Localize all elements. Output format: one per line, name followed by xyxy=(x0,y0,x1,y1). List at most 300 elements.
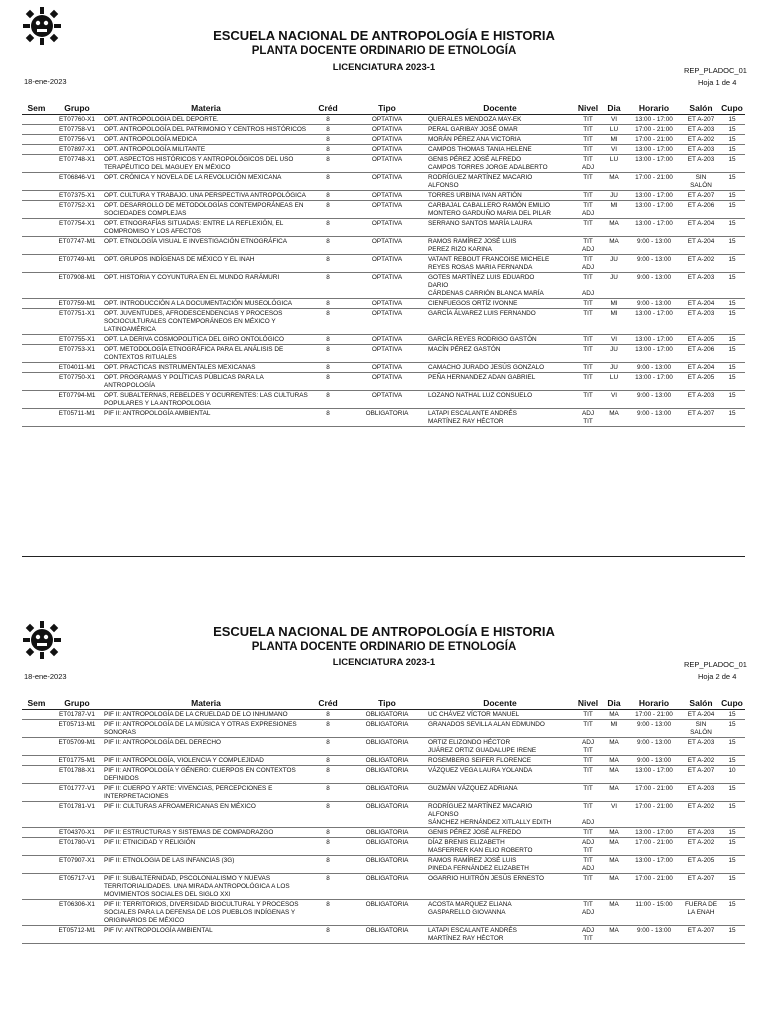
horario-cell: 9:00 - 13:00 xyxy=(636,238,672,245)
dia-cell: MA xyxy=(609,839,619,846)
cupo-cell: 15 xyxy=(728,202,736,209)
salon-cell: ET A-203 xyxy=(687,146,715,153)
horario-cell: 17:00 - 21:00 xyxy=(635,174,673,181)
nivel-cell: TIT xyxy=(583,785,593,792)
sem-cell xyxy=(22,766,51,784)
nivel-cell: ADJ TIT xyxy=(581,410,595,425)
horario-cell: 13:00 - 17:00 xyxy=(635,374,673,381)
docente-cell: LOZANO NATHAL LUZ CONSUELO xyxy=(428,392,533,399)
tipo-cell: OPTATIVA xyxy=(371,256,403,263)
cred-cell: 8 xyxy=(326,410,330,417)
salon-cell: ET A-203 xyxy=(687,126,715,133)
salon-cell: FUERA DE LA ENAH xyxy=(685,901,717,916)
sem-cell xyxy=(22,710,51,720)
grupo-cell: ET07794-M1 xyxy=(58,392,96,399)
tipo-cell: OPTATIVA xyxy=(371,336,403,343)
nivel-cell: ADJ TIT xyxy=(581,839,595,854)
docente-cell: GENIS PÉREZ JOSÉ ALFREDO CAMPOS TORRES JORGE ADALBERTO xyxy=(428,156,548,171)
column-header-cupo: Cupo xyxy=(721,102,743,113)
dia-cell: MI xyxy=(610,721,618,728)
materia-cell: OPT. JUVENTUDES, AFRODESCENDENCIAS Y PROCESOS SOCIOCULTURALES CONTEMPORÁNEOS EN MÉXICO Y LATINOAMÉRICA xyxy=(104,310,283,333)
docente-cell: GRANADOS SEVILLA ALAN EDMUNDO xyxy=(428,721,545,728)
materia-cell: PIF II: TERRITORIOS, DIVERSIDAD BIOCULTURAL Y PROCESOS SOCIALES PARA LA DEFENSA DE LOS PUEBLOS INDÍGENAS Y ORIGINARIOS DE MÉXICO xyxy=(104,901,299,924)
cupo-cell: 15 xyxy=(728,346,736,353)
table-row xyxy=(22,299,745,309)
cupo-cell: 15 xyxy=(728,256,736,263)
grupo-cell: ET07759-M1 xyxy=(58,300,96,307)
cred-cell: 8 xyxy=(326,116,330,123)
cupo-cell: 15 xyxy=(728,336,736,343)
cred-cell: 8 xyxy=(326,739,330,746)
table-row xyxy=(22,784,745,802)
cred-cell: 8 xyxy=(326,256,330,263)
cred-cell: 8 xyxy=(326,126,330,133)
dia-cell: MA xyxy=(609,711,619,718)
table-row xyxy=(22,391,745,409)
cred-cell: 8 xyxy=(326,174,330,181)
cupo-cell: 15 xyxy=(728,901,736,908)
cupo-cell: 15 xyxy=(728,839,736,846)
school-title: ESCUELA NACIONAL DE ANTROPOLOGÍA E HISTORIA xyxy=(213,28,555,43)
dia-cell: MA xyxy=(609,220,619,227)
cupo-cell: 15 xyxy=(728,126,736,133)
cred-cell: 8 xyxy=(326,238,330,245)
salon-cell: ET A-205 xyxy=(687,857,715,864)
docente-cell: CAMACHO JURADO JESÚS GONZALO xyxy=(428,364,545,371)
grupo-cell: ET01788-X1 xyxy=(59,767,95,774)
cred-cell: 8 xyxy=(326,901,330,908)
tipo-cell: OBLIGATORIA xyxy=(365,901,409,908)
grupo-cell: ET05709-M1 xyxy=(58,739,96,746)
tipo-cell: OBLIGATORIA xyxy=(365,711,409,718)
cred-cell: 8 xyxy=(326,310,330,317)
salon-cell: ET A-202 xyxy=(687,757,715,764)
tipo-cell: OBLIGATORIA xyxy=(365,803,409,810)
horario-cell: 9:00 - 13:00 xyxy=(636,410,672,417)
column-header-cupo: Cupo xyxy=(721,697,743,708)
sem-cell xyxy=(22,299,51,309)
docente-cell: OGARRIO HUITRÓN JESÚS ERNESTO xyxy=(428,875,544,882)
cupo-cell: 15 xyxy=(728,192,736,199)
salon-cell: SIN SALÓN xyxy=(690,721,712,736)
tipo-cell: OPTATIVA xyxy=(371,192,403,199)
salon-cell: ET A-206 xyxy=(687,202,715,209)
cupo-cell: 15 xyxy=(728,174,736,181)
docente-cell: VÁZQUEZ VEGA LAURA YOLANDA xyxy=(428,767,533,774)
sem-cell xyxy=(22,838,51,856)
materia-cell: PIF II: ANTROPOLOGÍA AMBIENTAL xyxy=(104,410,211,417)
cred-cell: 8 xyxy=(326,927,330,934)
materia-cell: OPT. SUBALTERNAS, REBELDES Y OCURRENTES: LAS CULTURAS POPULARES Y LA ANTROPOLOGIA xyxy=(104,392,308,407)
cred-cell: 8 xyxy=(326,274,330,281)
nivel-cell: TIT ADJ xyxy=(581,238,595,253)
cred-cell: 8 xyxy=(326,374,330,381)
sem-cell xyxy=(22,155,51,173)
tipo-cell: OPTATIVA xyxy=(371,146,403,153)
nivel-cell: TIT xyxy=(583,136,593,143)
tipo-cell: OBLIGATORIA xyxy=(365,875,409,882)
salon-cell: ET A-202 xyxy=(687,803,715,810)
table-header-row xyxy=(22,696,745,710)
horario-cell: 17:00 - 21:00 xyxy=(635,711,673,718)
table-row xyxy=(22,900,745,926)
dia-cell: MA xyxy=(609,757,619,764)
sem-cell xyxy=(22,784,51,802)
table-row xyxy=(22,191,745,201)
materia-cell: OPT. ANTROPOLOGÍA MILITANTE xyxy=(104,146,206,153)
table-row xyxy=(22,345,745,363)
nivel-cell: TIT xyxy=(583,721,593,728)
dia-cell: JU xyxy=(610,346,618,353)
dia-cell: MI xyxy=(610,300,618,307)
tipo-cell: OBLIGATORIA xyxy=(365,857,409,864)
tipo-cell: OPTATIVA xyxy=(371,364,403,371)
salon-cell: SIN SALÓN xyxy=(690,174,712,189)
table-row xyxy=(22,766,745,784)
cred-cell: 8 xyxy=(326,767,330,774)
grupo-cell: ET01777-V1 xyxy=(59,785,95,792)
dia-cell: MA xyxy=(609,174,619,181)
cred-cell: 8 xyxy=(326,803,330,810)
horario-cell: 17:00 - 21:00 xyxy=(635,875,673,882)
sem-cell xyxy=(22,409,51,427)
tipo-cell: OPTATIVA xyxy=(371,300,403,307)
horario-cell: 13:00 - 17:00 xyxy=(635,310,673,317)
horario-cell: 11:00 - 15:00 xyxy=(635,901,673,908)
nivel-cell: ADJ TIT xyxy=(581,739,595,754)
report-date: 18-ene-2023 xyxy=(24,77,67,86)
sem-cell xyxy=(22,856,51,874)
docente-cell: GARCÍA ÁLVAREZ LUIS FERNANDO xyxy=(428,310,536,317)
table-row xyxy=(22,237,745,255)
grupo-cell: ET01787-V1 xyxy=(59,711,95,718)
materia-cell: OPT. ETNOLOGÍA VISUAL E INVESTIGACIÓN ETNOGRÁFICA xyxy=(104,238,287,245)
dia-cell: LU xyxy=(609,374,619,381)
materia-cell: OPT. HISTORIA Y COYUNTURA EN EL MUNDO RARÁMURI xyxy=(104,274,280,281)
cupo-cell: 15 xyxy=(728,711,736,718)
materia-cell: OPT. PRACTICAS INSTRUMENTALES MEXICANAS xyxy=(104,364,256,371)
materia-cell: OPT. ASPECTOS HISTÓRICOS Y ANTROPOLÓGICOS DEL USO TERAPÉUTICO DEL MAGUEY EN MÉXICO xyxy=(104,156,294,171)
docente-cell: MACÍN PÉREZ GASTÓN xyxy=(428,346,501,353)
grupo-cell: ET07908-M1 xyxy=(58,274,96,281)
docente-cell: VATANT REBOUT FRANCOISE MICHELE REYES ROSAS MARIA FERNANDA xyxy=(428,256,550,271)
sem-cell xyxy=(22,756,51,766)
table-row xyxy=(22,838,745,856)
cupo-cell: 15 xyxy=(728,829,736,836)
materia-cell: OPT. ANTROPOLOGÍA MEDICA xyxy=(104,136,198,143)
horario-cell: 9:00 - 13:00 xyxy=(636,256,672,263)
nivel-cell: TIT xyxy=(583,126,593,133)
cupo-cell: 15 xyxy=(728,410,736,417)
salon-cell: ET A-202 xyxy=(687,256,715,263)
nivel-cell: TIT xyxy=(583,310,593,317)
docente-cell: RODRÍGUEZ MARTÍNEZ MACARIO ALFONSO SÁNCHEZ HERNÁNDEZ XITLALLY EDITH xyxy=(428,803,552,826)
salon-cell: ET A-207 xyxy=(687,410,715,417)
report-subtitle: PLANTA DOCENTE ORDINARIO DE ETNOLOGÍA xyxy=(251,641,517,653)
column-header-grupo: Grupo xyxy=(64,697,90,708)
docente-cell: CARBAJAL CABALLERO RAMÓN EMILIO MONTERO GARDUÑO MARIA DEL PILAR xyxy=(428,202,551,217)
sem-cell xyxy=(22,363,51,373)
table-row xyxy=(22,135,745,145)
tipo-cell: OPTATIVA xyxy=(371,220,403,227)
school-title: ESCUELA NACIONAL DE ANTROPOLOGÍA E HISTORIA xyxy=(213,624,555,639)
materia-cell: PIF IV: ANTROPOLOGÍA AMBIENTAL xyxy=(104,927,213,934)
table-row xyxy=(22,856,745,874)
cred-cell: 8 xyxy=(326,721,330,728)
horario-cell: 17:00 - 21:00 xyxy=(635,839,673,846)
tipo-cell: OBLIGATORIA xyxy=(365,739,409,746)
cupo-cell: 15 xyxy=(728,392,736,399)
cupo-cell: 15 xyxy=(728,274,736,281)
table-row xyxy=(22,720,745,738)
dia-cell: MA xyxy=(609,785,619,792)
salon-cell: ET A-203 xyxy=(687,310,715,317)
docente-cell: GOTES MARTÍNEZ LUIS EDUARDO DARIO CÁRDENAS CARRIÓN BLANCA MARÍA xyxy=(428,274,544,297)
dia-cell: LU xyxy=(609,156,619,163)
column-header-tipo: Tipo xyxy=(378,697,396,708)
docente-cell: MORÁN PÉREZ ANA VICTORIA xyxy=(428,136,521,143)
dia-cell: JU xyxy=(610,274,618,281)
grupo-cell: ET05711-M1 xyxy=(58,410,96,417)
dia-cell: MA xyxy=(609,410,619,417)
cupo-cell: 15 xyxy=(728,721,736,728)
salon-cell: ET A-203 xyxy=(687,739,715,746)
materia-cell: OPT. ANTROPOLOGÍA DEL PATRIMONIO Y CENTROS HISTÓRICOS xyxy=(104,126,307,133)
cupo-cell: 15 xyxy=(728,136,736,143)
tipo-cell: OBLIGATORIA xyxy=(365,767,409,774)
report-code: REP_PLADOC_01 xyxy=(684,66,747,75)
cred-cell: 8 xyxy=(326,364,330,371)
cupo-cell: 15 xyxy=(728,857,736,864)
salon-cell: ET A-202 xyxy=(687,839,715,846)
horario-cell: 13:00 - 17:00 xyxy=(635,346,673,353)
table-row xyxy=(22,309,745,335)
column-header-horario: Horario xyxy=(638,102,670,113)
tipo-cell: OBLIGATORIA xyxy=(365,410,409,417)
materia-cell: PIF II: ANTROPOLOGÍA, VIOLENCIA Y COMPLEJIDAD xyxy=(104,757,264,764)
horario-cell: 9:00 - 13:00 xyxy=(636,927,672,934)
report-page-2 xyxy=(0,614,768,1024)
nivel-cell: TIT xyxy=(583,146,593,153)
grupo-cell: ET07758-V1 xyxy=(59,126,95,133)
dia-cell: MI xyxy=(610,136,618,143)
nivel-cell: TIT xyxy=(583,829,593,836)
cupo-cell: 15 xyxy=(728,374,736,381)
docente-cell: CAMPOS THOMAS TANIA HELENE xyxy=(428,146,532,153)
horario-cell: 13:00 - 17:00 xyxy=(635,192,673,199)
table-row xyxy=(22,115,745,125)
cred-cell: 8 xyxy=(326,156,330,163)
tipo-cell: OPTATIVA xyxy=(371,346,403,353)
report-date: 18-ene-2023 xyxy=(24,672,67,681)
cred-cell: 8 xyxy=(326,757,330,764)
grupo-cell: ET05717-V1 xyxy=(59,875,95,882)
docente-cell: LATAPI ESCALANTE ANDRÉS MARTÍNEZ RAY HÉCTOR xyxy=(428,410,517,425)
salon-cell: ET A-203 xyxy=(687,829,715,836)
nivel-cell: TIT xyxy=(583,711,593,718)
materia-cell: OPT. CULTURA Y TRABAJO. UNA PERSPECTIVA ANTROPOLÓGICA xyxy=(104,192,306,199)
dia-cell: MA xyxy=(609,238,619,245)
tipo-cell: OPTATIVA xyxy=(371,174,403,181)
dia-cell: MI xyxy=(610,310,618,317)
table-row xyxy=(22,273,745,299)
cred-cell: 8 xyxy=(326,346,330,353)
sem-cell xyxy=(22,219,51,237)
materia-cell: PIF II: ANTROPOLOGÍA Y GÉNERO: CUERPOS EN CONTEXTOS DEFINIDOS xyxy=(104,767,296,782)
sem-cell xyxy=(22,345,51,363)
docente-cell: UC CHÁVEZ VÍCTOR MANUEL xyxy=(428,711,520,718)
sem-cell xyxy=(22,802,51,828)
grupo-cell: ET07897-X1 xyxy=(59,146,95,153)
materia-cell: OPT. DESARROLLO DE METODOLOGÍAS CONTEMPORÁNEAS EN SOCIEDADES COMPLEJAS xyxy=(104,202,304,217)
nivel-cell: TIT ADJ xyxy=(581,256,595,271)
tipo-cell: OPTATIVA xyxy=(371,116,403,123)
docente-cell: ACOSTA MARQUEZ ELIANA GASPARELLO GIOVANNA xyxy=(428,901,512,916)
column-header-nivel: Nivel xyxy=(577,697,599,708)
tipo-cell: OPTATIVA xyxy=(371,274,403,281)
materia-cell: OPT. ANTROPOLOGIA DEL DEPORTE. xyxy=(104,116,219,123)
cupo-cell: 10 xyxy=(728,767,736,774)
table-row xyxy=(22,145,745,155)
cupo-cell: 15 xyxy=(728,116,736,123)
horario-cell: 13:00 - 17:00 xyxy=(635,146,673,153)
sem-cell xyxy=(22,273,51,299)
table-row xyxy=(22,874,745,900)
docente-cell: ORTIZ ELIZONDO HÉCTOR JUÁREZ ORTIZ GUADALUPE IRENE xyxy=(428,739,537,754)
docente-cell: DÍAZ BRENIS ELIZABETH MASFERRER KAN ELIO ROBERTO xyxy=(428,839,533,854)
cred-cell: 8 xyxy=(326,392,330,399)
cred-cell: 8 xyxy=(326,839,330,846)
cupo-cell: 15 xyxy=(728,220,736,227)
docente-cell: TORRES URBINA IVAN ARTIÓN xyxy=(428,192,522,199)
tipo-cell: OBLIGATORIA xyxy=(365,829,409,836)
column-header-grupo: Grupo xyxy=(64,102,90,113)
tipo-cell: OPTATIVA xyxy=(371,374,403,381)
horario-cell: 13:00 - 17:00 xyxy=(635,829,673,836)
docente-cell: RAMOS RAMÍREZ JOSÉ LUIS PINEDA FERNÁNDEZ ELIZABETH xyxy=(428,857,529,872)
dia-cell: MA xyxy=(609,767,619,774)
table-row xyxy=(22,125,745,135)
cupo-cell: 15 xyxy=(728,803,736,810)
dia-cell: JU xyxy=(610,256,618,263)
sem-cell xyxy=(22,145,51,155)
tipo-cell: OBLIGATORIA xyxy=(365,757,409,764)
salon-cell: ET A-207 xyxy=(687,927,715,934)
tipo-cell: OBLIGATORIA xyxy=(365,721,409,728)
grupo-cell: ET07375-X1 xyxy=(59,192,95,199)
tipo-cell: OBLIGATORIA xyxy=(365,927,409,934)
materia-cell: OPT. GRUPOS INDÍGENAS DE MÉXICO Y EL INAH xyxy=(104,256,255,263)
column-header-sem: Sem xyxy=(27,697,46,708)
docente-cell: CIENFUEGOS ORTÍZ IVONNE xyxy=(428,300,518,307)
docente-cell: GENIS PÉREZ JOSÉ ALFREDO xyxy=(428,829,522,836)
column-header-salon: Salón xyxy=(689,697,713,708)
table-row xyxy=(22,409,745,427)
column-header-dia: Dia xyxy=(607,697,621,708)
sem-cell xyxy=(22,738,51,756)
sem-cell xyxy=(22,335,51,345)
sem-cell xyxy=(22,926,51,944)
tipo-cell: OPTATIVA xyxy=(371,392,403,399)
nivel-cell: TIT xyxy=(583,336,593,343)
materia-cell: OPT. ETNOGRAFÍAS SITUADAS: ENTRE LA REFLEXIÓN, EL COMPROMISO Y LOS AFECTOS xyxy=(104,220,284,235)
grupo-cell: ET07752-X1 xyxy=(59,202,95,209)
dia-cell: MI xyxy=(610,202,618,209)
grupo-cell: ET01780-V1 xyxy=(59,839,95,846)
nivel-cell: TIT xyxy=(583,174,593,181)
horario-cell: 9:00 - 13:00 xyxy=(636,757,672,764)
materia-cell: PIF II: ETNOLOGIA DE LAS INFANCIAS (3G) xyxy=(104,857,235,864)
cred-cell: 8 xyxy=(326,785,330,792)
cupo-cell: 15 xyxy=(728,310,736,317)
materia-cell: OPT. CRÓNICA Y NOVELA DE LA REVOLUCIÓN MEXICANA xyxy=(104,174,282,181)
tipo-cell: OPTATIVA xyxy=(371,202,403,209)
cred-cell: 8 xyxy=(326,300,330,307)
nivel-cell: TIT ADJ xyxy=(581,274,595,297)
column-header-nivel: Nivel xyxy=(577,102,599,113)
dia-cell: MA xyxy=(609,857,619,864)
table-row xyxy=(22,335,745,345)
salon-cell: ET A-204 xyxy=(687,300,715,307)
horario-cell: 13:00 - 17:00 xyxy=(635,767,673,774)
course-table xyxy=(22,101,745,427)
nivel-cell: TIT ADJ xyxy=(581,803,595,826)
docente-cell: RODRÍGUEZ MARTÍNEZ MACARIO ALFONSO xyxy=(428,174,533,189)
materia-cell: OPT. INTRODUCCIÓN A LA DOCUMENTACIÓN MUSEOLÓGICA xyxy=(104,300,293,307)
table-bottom-rule xyxy=(22,556,745,557)
nivel-cell: TIT ADJ xyxy=(581,901,595,916)
salon-cell: ET A-205 xyxy=(687,336,715,343)
column-header-materia: Materia xyxy=(191,697,221,708)
grupo-cell: ET05712-M1 xyxy=(58,927,96,934)
salon-cell: ET A-204 xyxy=(687,711,715,718)
salon-cell: ET A-205 xyxy=(687,374,715,381)
nivel-cell: TIT xyxy=(583,300,593,307)
salon-cell: ET A-204 xyxy=(687,364,715,371)
tipo-cell: OPTATIVA xyxy=(371,126,403,133)
sem-cell xyxy=(22,115,51,125)
grupo-cell: ET01781-V1 xyxy=(59,803,95,810)
column-header-sem: Sem xyxy=(27,102,46,113)
table-header-row xyxy=(22,101,745,115)
tipo-cell: OBLIGATORIA xyxy=(365,839,409,846)
grupo-cell: ET04370-X1 xyxy=(59,829,95,836)
cred-cell: 8 xyxy=(326,220,330,227)
table-row xyxy=(22,219,745,237)
horario-cell: 13:00 - 17:00 xyxy=(635,202,673,209)
sem-cell xyxy=(22,173,51,191)
sem-cell xyxy=(22,373,51,391)
grupo-cell: ET01775-M1 xyxy=(58,757,96,764)
grupo-cell: ET07751-X1 xyxy=(59,310,95,317)
docente-cell: PERAL GARIBAY JOSÉ OMAR xyxy=(428,126,518,133)
table-row xyxy=(22,710,745,720)
grupo-cell: ET07754-X1 xyxy=(59,220,95,227)
grupo-cell: ET06846-V1 xyxy=(59,174,95,181)
salon-cell: ET A-204 xyxy=(687,238,715,245)
materia-cell: PIF II: ANTROPOLOGÍA DE LA CRUELDAD DE LO INHUMANO xyxy=(104,711,288,718)
materia-cell: PIF II: ANTROPOLOGÍA DEL DERECHO xyxy=(104,739,221,746)
cred-cell: 8 xyxy=(326,202,330,209)
nivel-cell: TIT xyxy=(583,374,593,381)
grupo-cell: ET07907-X1 xyxy=(59,857,95,864)
column-header-cred: Créd xyxy=(318,697,338,708)
sem-cell xyxy=(22,125,51,135)
cupo-cell: 15 xyxy=(728,739,736,746)
horario-cell: 9:00 - 13:00 xyxy=(636,274,672,281)
cupo-cell: 15 xyxy=(728,300,736,307)
column-header-tipo: Tipo xyxy=(378,102,396,113)
